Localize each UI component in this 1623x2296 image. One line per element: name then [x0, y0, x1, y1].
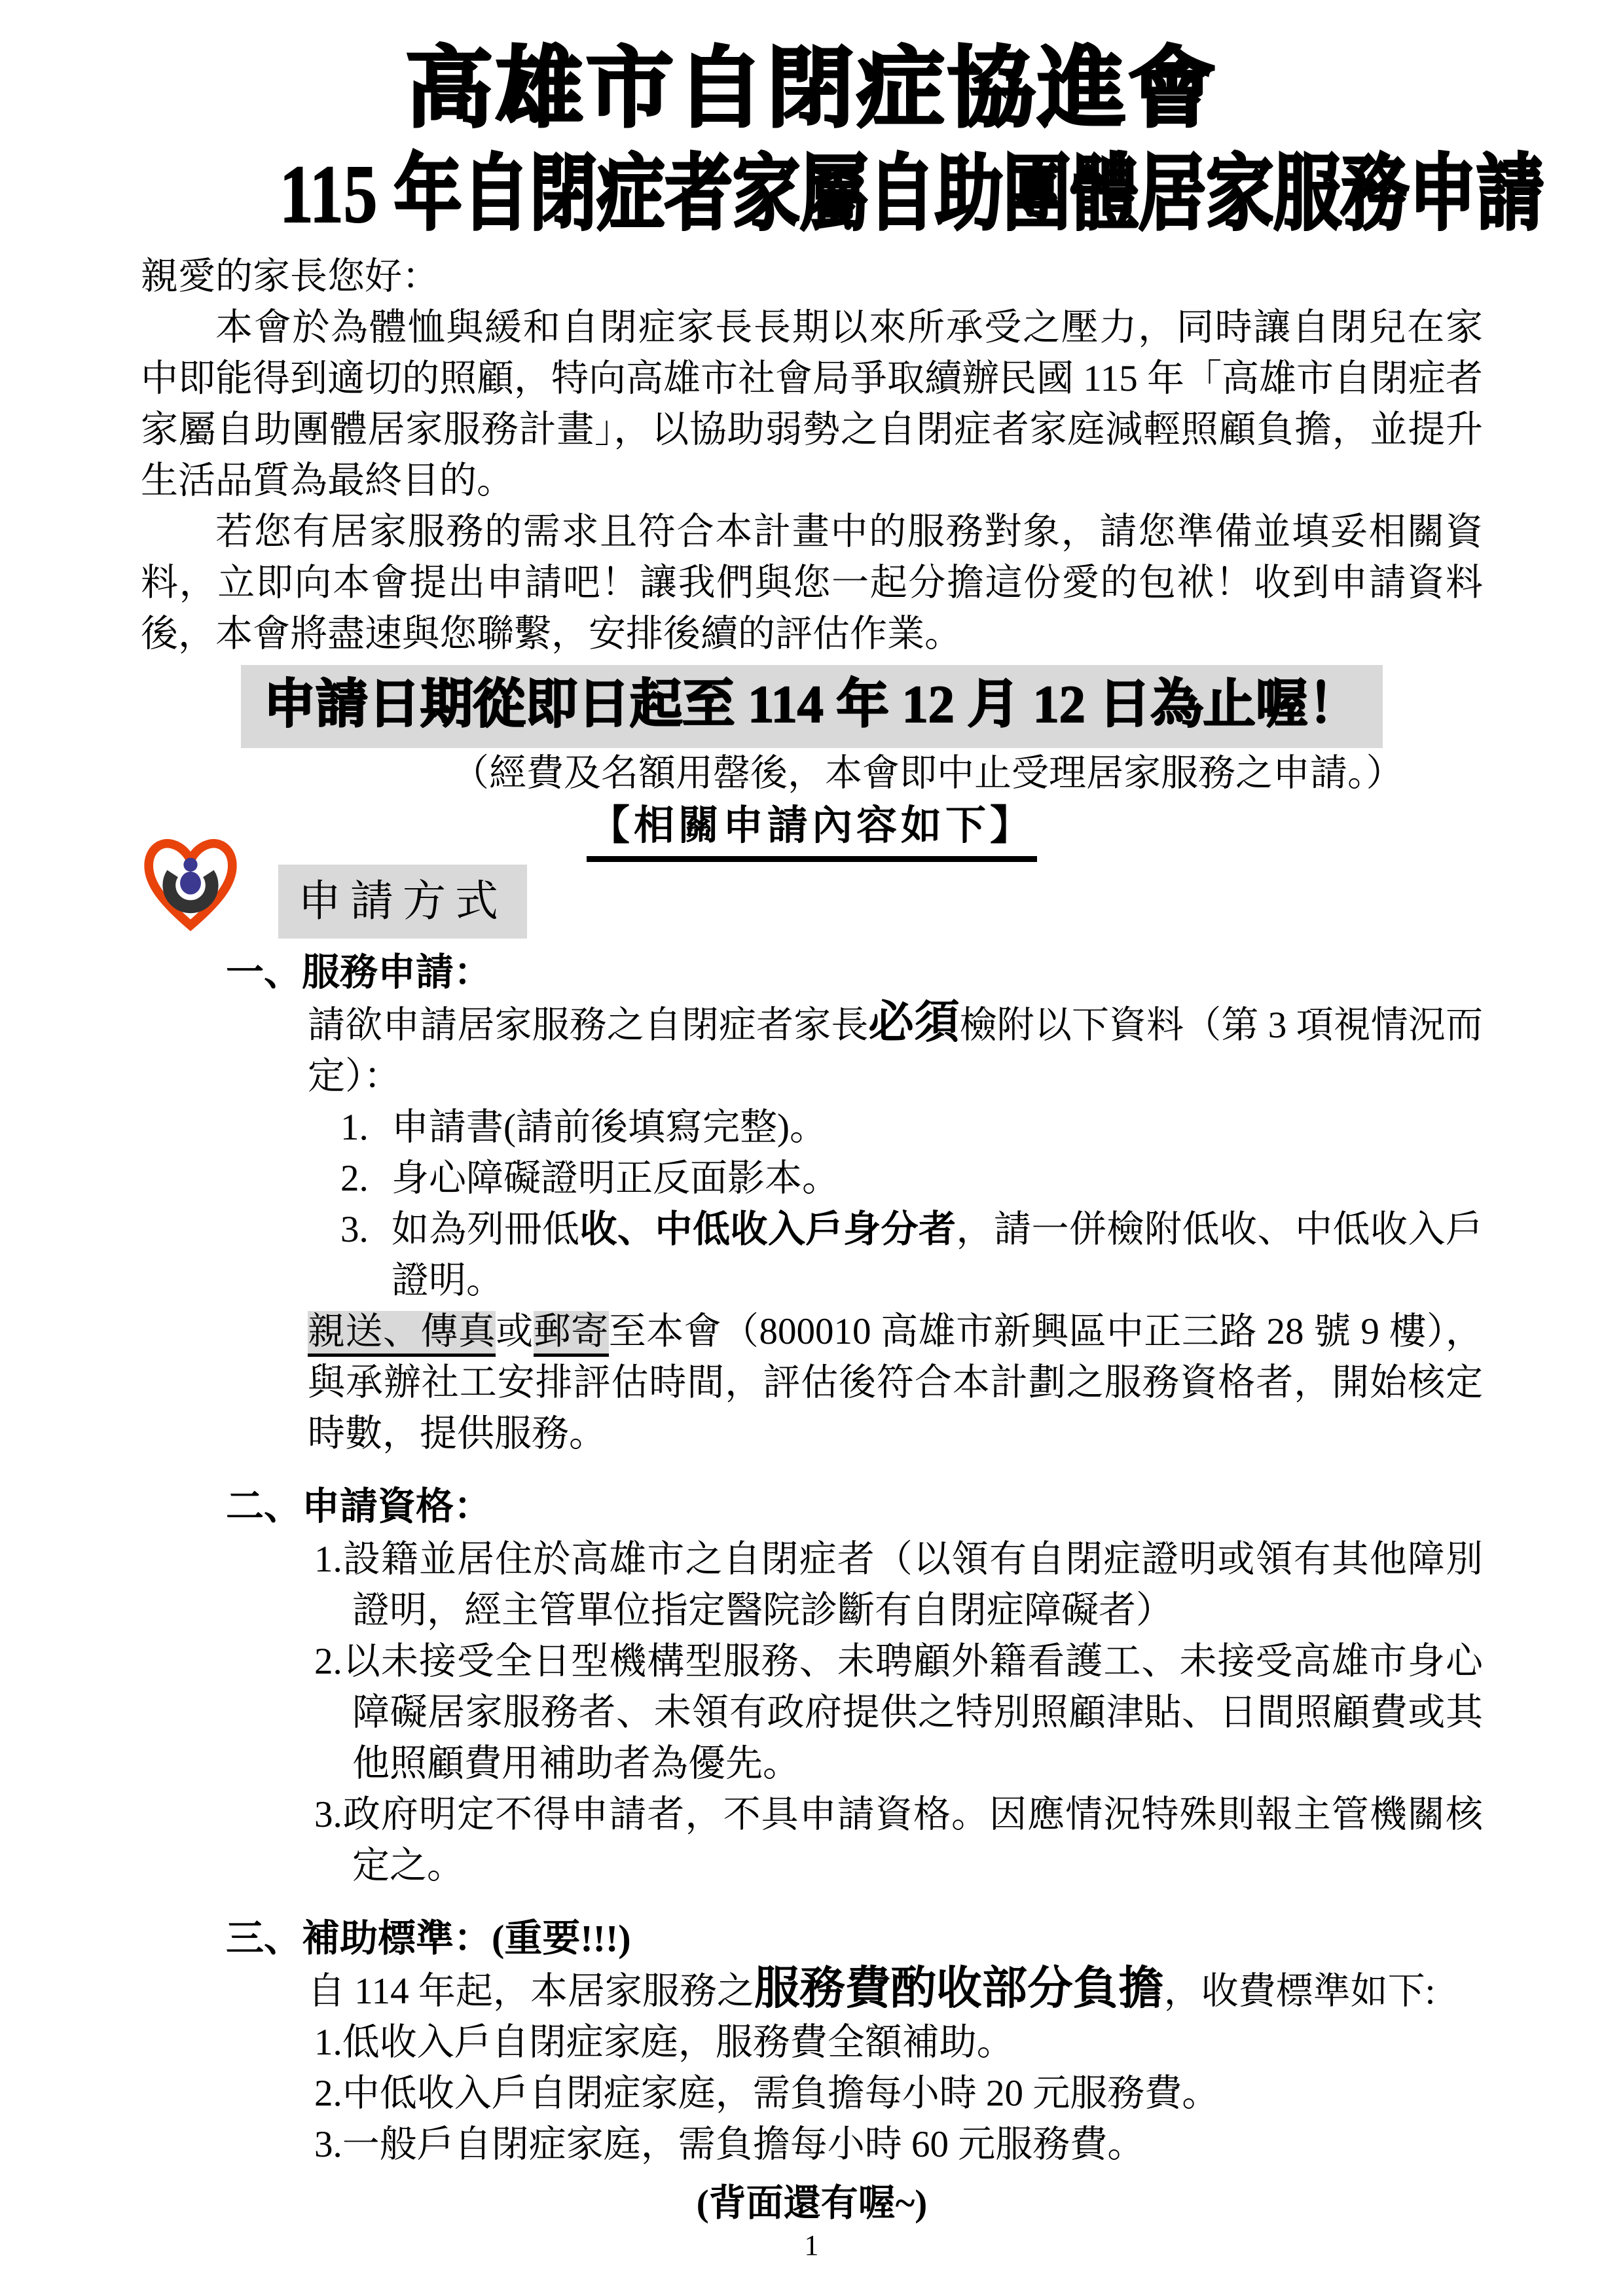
list-item [314, 2017, 1483, 2068]
list-item [314, 2068, 1483, 2119]
list-item-marker: 2. [314, 2072, 342, 2114]
person-body-dot [180, 872, 201, 895]
list-item [314, 1636, 1483, 1789]
page-number: 1 [804, 2229, 819, 2261]
intro-paragraph-1: 本會於為體恤與緩和自閉症家長長期以來所承受之壓力，同時讓自閉兒在家中即能得到適切的照顧，特向高雄市社會局爭取續辦民國 115 年「高雄市自閉症者家屬自助團體居家服務計畫」，以協助弱勢之自閉症者家庭減輕照顧負擔，並提升生活品質為最終目的。 [141, 307, 1483, 502]
section-1-intro: 請欲申請居家服務之自閉症者家長必須檢附以下資料（第 3 項視情況而定）： [308, 997, 1484, 1097]
list-item-text: 設籍並居住於高雄市之自閉症者（以領有自閉症證明或領有其他障別證明，經主管單位指定醫院診斷有自閉症障礙者） [342, 1538, 1483, 1631]
section-2-heading: 二、申請資格： [226, 1484, 492, 1528]
list-item-marker: 2. [340, 1157, 369, 1199]
list-item-text: 政府明定不得申請者，不具申請資格。因應情況特殊則報主管機關核定之。 [342, 1793, 1483, 1886]
list-item-marker: 3. [314, 1793, 342, 1835]
greeting-line: 親愛的家長您好： [141, 256, 439, 298]
section-1-heading: 一、服務申請： [226, 950, 492, 994]
list-item-marker: 1. [340, 1106, 369, 1148]
list-item-text: 如為列冊低收、中低收入戶身分者，請一併檢附低收、中低收入戶證明。 [392, 1208, 1483, 1301]
page-title: 高雄市自閉症協進會 [405, 40, 1218, 137]
content-banner: 【相關申請內容如下】 [587, 802, 1037, 861]
list-item-text: 低收入戶自閉症家庭，服務費全額補助。 [342, 2021, 1014, 2063]
deadline-note: （經費及名額用罄後，本會即中止受理居家服務之申請。） [452, 753, 1404, 795]
list-item [340, 1204, 1483, 1306]
list-item-marker: 2. [314, 1640, 342, 1682]
list-item [314, 1789, 1483, 1892]
deadline-banner-row [141, 665, 1483, 748]
list-item-marker: 3. [340, 1208, 369, 1250]
list-item-marker: 1. [314, 2021, 342, 2063]
section-3-intro: 自 114 年起，本居家服務之服務費酌收部分負擔，收費標準如下: [308, 1963, 1436, 2014]
page-subtitle-text: 115 年自閉症者家屬自助團體居家服務申請 [280, 147, 1544, 240]
section-1-list [340, 1102, 1483, 1306]
list-item [340, 1153, 1483, 1204]
list-item-text: 身心障礙證明正反面影本。 [392, 1157, 839, 1199]
section-1-delivery-paragraph: 親送、傳真或郵寄至本會（800010 高雄市新興區中正三路 28 號 9 樓），與承辦社工安排評估時間，評估後符合本計劃之服務資格者，開始核定時數，提供服務。 [308, 1310, 1484, 1454]
back-side-note: (背面還有喔~) [696, 2182, 928, 2224]
list-item-text: 中低收入戶自閉症家庭，需負擔每小時 20 元服務費。 [342, 2072, 1220, 2114]
content-banner-row [141, 802, 1483, 861]
association-heart-logo-icon [141, 836, 240, 935]
list-item [340, 1102, 1483, 1153]
list-item-marker: 3. [314, 2123, 342, 2165]
apply-method-row [141, 865, 1483, 939]
list-item-text: 申請書(請前後填寫完整)。 [392, 1106, 827, 1148]
list-item-text: 以未接受全日型機構型服務、未聘顧外籍看護工、未接受高雄市身心障礙居家服務者、未領有政府提供之特別照顧津貼、日間照顧費或其他照顧費用補助者為優先。 [342, 1640, 1483, 1784]
list-item [314, 1534, 1483, 1636]
section-3-heading: 三、補助標準：(重要!!!) [226, 1916, 631, 1960]
list-item-text: 一般戶自閉症家庭，需負擔每小時 60 元服務費。 [342, 2123, 1145, 2165]
list-item-marker: 1. [314, 1538, 342, 1580]
apply-method-label: 申請方式 [278, 865, 527, 939]
deadline-banner: 申請日期從即日起至 114 年 12 月 12 日為止喔！ [241, 665, 1383, 748]
list-item [314, 2119, 1483, 2170]
page-subtitle [141, 142, 1544, 247]
person-head-dot [183, 858, 197, 872]
intro-paragraph-2: 若您有居家服務的需求且符合本計畫中的服務對象，請您準備並填妥相關資料，立即向本會提出申請吧！讓我們與您一起分擔這份愛的包袱！收到申請資料後，本會將盡速與您聯繫，安排後續的評估作業。 [141, 511, 1483, 655]
